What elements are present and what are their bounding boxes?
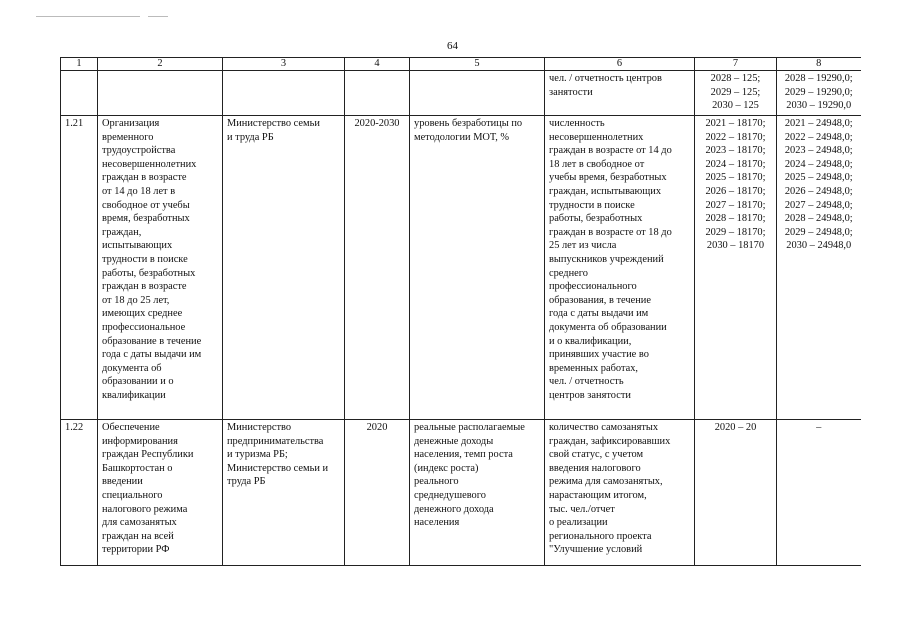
cell-text-line: 2026 – 24948,0; (784, 185, 853, 197)
cell-text-line: чел. / отчетность (549, 376, 624, 388)
cell-number: 1.22 (61, 420, 98, 566)
cell-text-line: свободное от учебы (102, 199, 190, 211)
cell-text-line: 2024 – 24948,0; (784, 158, 853, 170)
program-table (60, 57, 861, 566)
cell-text-line: территории РФ (102, 544, 170, 556)
cell-text-line: введении (102, 476, 143, 488)
cell-text-line: – (816, 422, 822, 433)
cell-text-line: граждан, испытывающих (549, 185, 662, 197)
cell-text-line: 2020 – 20 (714, 422, 757, 433)
table-row-1-21 (61, 116, 861, 420)
table-row-1-22 (61, 420, 861, 566)
cell-text-line: граждан в возрасте от 14 до (549, 145, 672, 157)
cell-text-line: работы, безработных (549, 213, 643, 225)
cell-text-line: 2029 – 19290,0; (784, 86, 853, 98)
cell-text-line: и труда РБ (227, 131, 274, 143)
cell-text-line: 2021 – 18170; (705, 118, 766, 129)
cell-text-line: введения налогового (549, 462, 641, 474)
cell-text-line: налогового режима (102, 503, 188, 515)
cell-text-line: специального (102, 489, 163, 501)
cell-text-line: Башкортостан о (102, 462, 173, 474)
cell-target (545, 116, 695, 420)
cell-text-line: Обеспечение (102, 422, 160, 433)
cell-text-line: время, безработных (102, 213, 190, 225)
cell-text-line: граждан Республики (102, 449, 194, 461)
header-cell: 8 (777, 58, 861, 71)
cell-indicator (410, 71, 545, 116)
cell-text-line: 2030 – 125 (712, 100, 759, 112)
cell-text-line: населения, темп роста (414, 449, 513, 461)
cell-text-line: и туризма РБ; (227, 449, 288, 461)
cell-funding (777, 116, 861, 420)
cell-text-line: квалификации (102, 389, 166, 401)
header-cell: 2 (98, 58, 223, 71)
cell-text-line: численность (549, 118, 605, 129)
cell-text-line: имеющих среднее (102, 308, 183, 320)
cell-text-line: Министерство семьи и (227, 462, 329, 474)
cell-text-line: уровень безработицы по (414, 118, 523, 129)
cell-text-line: денежные доходы (414, 435, 494, 447)
cell-target-values (695, 420, 777, 566)
cell-text-line: от 18 до 25 лет, (102, 294, 170, 306)
cell-text-line: года с даты выдачи им (102, 349, 202, 361)
cell-indicator (410, 116, 545, 420)
cell-executor (223, 71, 345, 116)
cell-text-line: реального (414, 476, 459, 488)
cell-text-line: несовершеннолетних (102, 158, 197, 170)
cell-text-line: "Улучшение условий (549, 544, 643, 556)
cell-text-line: тыс. чел./отчет (549, 503, 615, 515)
cell-text-line: трудности в поиске (549, 199, 635, 211)
header-cell: 1 (61, 58, 98, 71)
cell-text-line: профессионального (549, 281, 637, 293)
cell-text-line: 2022 – 24948,0; (784, 131, 853, 143)
cell-text-line: документа об образовании (549, 321, 667, 333)
cell-text-line: 25 лет из числа (549, 240, 617, 252)
cell-text-line: 2028 – 18170; (705, 213, 766, 225)
cell-text-line: 2022 – 18170; (705, 131, 766, 143)
cell-text-line: 2027 – 18170; (705, 199, 766, 211)
cell-text-line: реальные располагаемые (414, 422, 525, 433)
cell-text-line: Министерство (227, 422, 292, 433)
header-cell: 7 (695, 58, 777, 71)
cell-text-line: предпринимательства (227, 435, 324, 447)
cell-text-line: 2025 – 24948,0; (784, 172, 853, 184)
cell-text-line: принявших участие во (549, 349, 649, 361)
cell-text-line: временных работах, (549, 362, 639, 374)
cell-text-line: работы, безработных (102, 267, 196, 279)
cell-text-line: испытывающих (102, 240, 173, 252)
cell-text-line: 2028 – 125; (710, 73, 761, 84)
cell-text-line: граждан на всей (102, 530, 174, 542)
cell-executor (223, 116, 345, 420)
cell-text-line: граждан в возрасте (102, 281, 187, 293)
header-row (61, 58, 861, 71)
cell-period: 2020 (345, 420, 410, 566)
cell-text-line: образовании и о (102, 376, 174, 388)
cell-funding (777, 71, 861, 116)
header-cell: 5 (410, 58, 545, 71)
cell-text-line: методологии МОТ, % (414, 131, 510, 143)
header-cell: 6 (545, 58, 695, 71)
cell-text-line: Организация (102, 118, 160, 129)
cell-executor (223, 420, 345, 566)
cell-text-line: 2026 – 18170; (705, 185, 766, 197)
cell-text-line: 2029 – 24948,0; (784, 226, 853, 238)
cell-text-line: трудоустройства (102, 145, 176, 157)
cell-measure (98, 420, 223, 566)
cell-text-line: 2030 – 24948,0 (786, 240, 852, 252)
scan-artifact-line (148, 16, 168, 17)
cell-text-line: граждан, (102, 226, 142, 238)
cell-text-line: 2030 – 19290,0 (786, 100, 852, 112)
cell-text-line: денежного дохода (414, 503, 494, 515)
cell-text-line: 2029 – 125; (710, 86, 761, 98)
cell-text-line: занятости (549, 86, 593, 98)
cell-text-line: учебы время, безработных (549, 172, 667, 184)
cell-text-line: 2030 – 18170 (706, 240, 765, 252)
cell-text-line: 2028 – 24948,0; (784, 213, 853, 225)
header-cell: 3 (223, 58, 345, 71)
cell-text-line: 2024 – 18170; (705, 158, 766, 170)
cell-text-line: для самозанятых (102, 517, 177, 529)
cell-text-line: граждан в возрасте от 18 до (549, 226, 672, 238)
cell-text-line: (индекс роста) (414, 462, 479, 474)
cell-text-line: от 14 до 18 лет в (102, 185, 176, 197)
cell-measure (98, 71, 223, 116)
cell-funding (777, 420, 861, 566)
cell-text-line: информирования (102, 435, 178, 447)
cell-period (345, 71, 410, 116)
cell-number (61, 71, 98, 116)
cell-text-line: 2025 – 18170; (705, 172, 766, 184)
cell-text-line: несовершеннолетних (549, 131, 644, 143)
cell-target (545, 71, 695, 116)
cell-target-values (695, 116, 777, 420)
cell-text-line: Министерство семьи (227, 118, 320, 129)
cell-text-line: документа об (102, 362, 162, 374)
cell-indicator (410, 420, 545, 566)
cell-text-line: граждан, зафиксировавших (549, 435, 671, 447)
cell-text-line: чел. / отчетность центров (549, 73, 662, 84)
page-number: 64 (447, 40, 458, 52)
cell-text-line: 2023 – 24948,0; (784, 145, 853, 157)
cell-text-line: населения (414, 517, 460, 529)
cell-target (545, 420, 695, 566)
cell-text-line: 2023 – 18170; (705, 145, 766, 157)
cell-text-line: о реализации (549, 517, 608, 529)
cell-text-line: 18 лет в свободное от (549, 158, 645, 170)
cell-text-line: регионального проекта (549, 530, 652, 542)
cell-text-line: образования, в течение (549, 294, 651, 306)
cell-text-line: труда РБ (227, 476, 266, 488)
scan-artifact-line (36, 16, 140, 17)
cell-text-line: 2021 – 24948,0; (784, 118, 853, 129)
cell-text-line: 2028 – 19290,0; (784, 73, 853, 84)
cell-text-line: трудности в поиске (102, 253, 188, 265)
cell-text-line: временного (102, 131, 154, 143)
cell-text-line: и о квалификации, (549, 335, 632, 347)
cell-text-line: центров занятости (549, 389, 631, 401)
cell-text-line: среднедушевого (414, 489, 486, 501)
cell-text-line: выпускников учреждений (549, 253, 664, 265)
cell-text-line: 2027 – 24948,0; (784, 199, 853, 211)
cell-period: 2020-2030 (345, 116, 410, 420)
cell-text-line: нарастающим итогом, (549, 489, 647, 501)
cell-text-line: профессиональное (102, 321, 186, 333)
cell-text-line: года с даты выдачи им (549, 308, 649, 320)
cell-text-line: 2029 – 18170; (705, 226, 766, 238)
cell-text-line: количество самозанятых (549, 422, 659, 433)
header-cell: 4 (345, 58, 410, 71)
cell-text-line: свой статус, с учетом (549, 449, 644, 461)
cell-text-line: режима для самозанятых, (549, 476, 663, 488)
cell-number: 1.21 (61, 116, 98, 420)
cell-measure (98, 116, 223, 420)
table-row-continuation (61, 71, 861, 116)
cell-text-line: образование в течение (102, 335, 202, 347)
cell-text-line: граждан в возрасте (102, 172, 187, 184)
cell-text-line: среднего (549, 267, 588, 279)
cell-target-values (695, 71, 777, 116)
